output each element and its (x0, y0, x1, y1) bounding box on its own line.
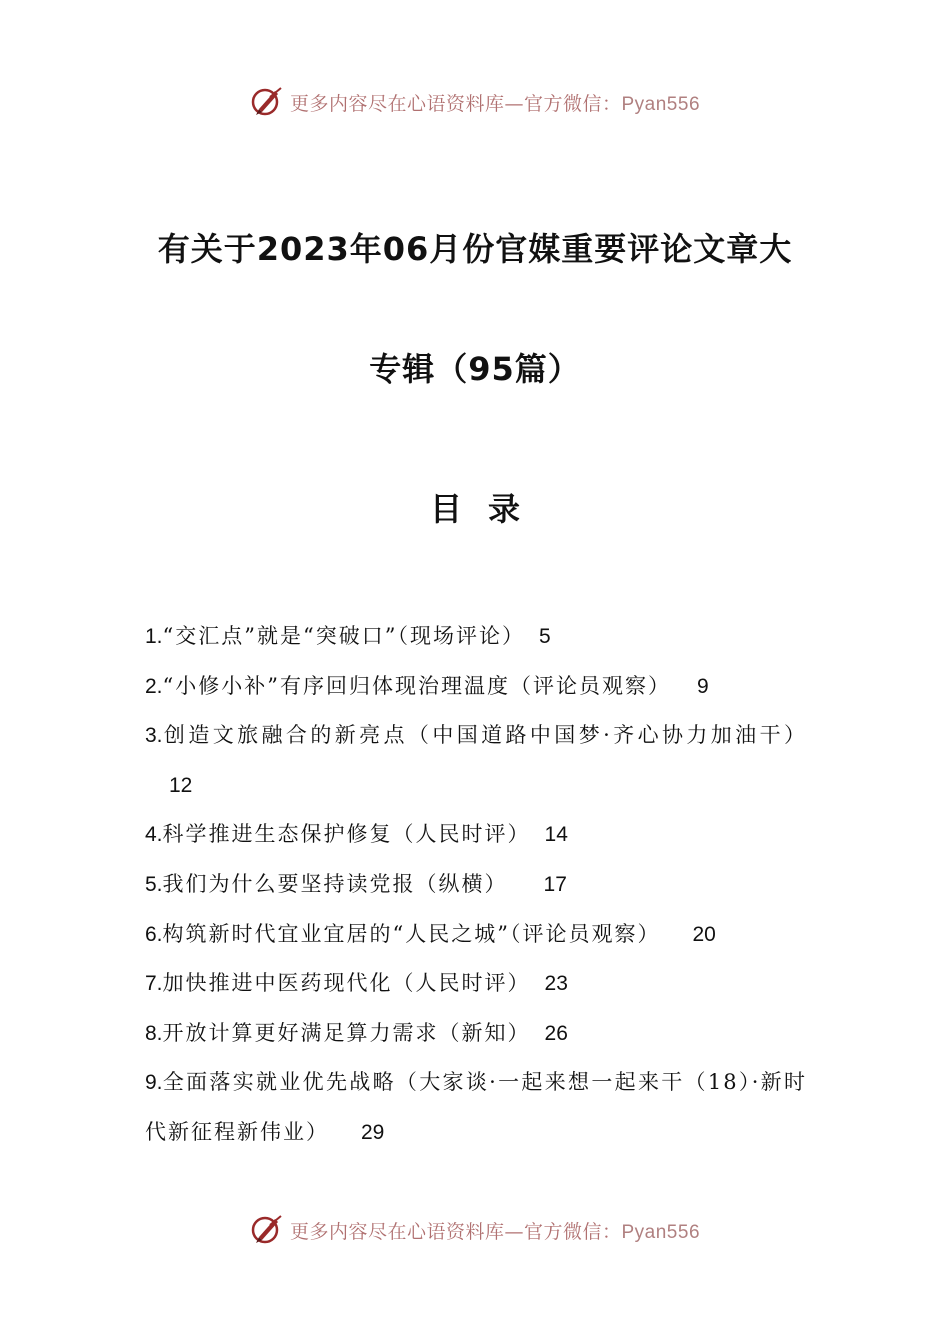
toc-entry-text: 科学推进生态保护修复（人民时评） (162, 822, 531, 847)
quill-pen-logo-icon (250, 85, 284, 119)
toc-entry-page: 14 (544, 823, 568, 847)
toc-entry-number: 8. (145, 1021, 163, 1045)
toc-entry-text: 全面落实就业优先战略（大家谈·一起来想一起来干（18）·新时代新征程新伟业） (145, 1070, 807, 1144)
toc-entry-number: 9. (145, 1071, 163, 1095)
toc-entry-number: 7. (145, 972, 163, 996)
header-watermark (0, 82, 950, 122)
toc-entry-8[interactable] (145, 1009, 807, 1059)
toc-entry-page: 20 (692, 922, 716, 946)
toc-entry-page: 26 (544, 1021, 568, 1045)
quill-pen-logo-icon (250, 1213, 284, 1247)
toc-entry-7[interactable] (145, 959, 807, 1009)
watermark-text: 更多内容尽在心语资料库—官方微信： (289, 1220, 622, 1243)
watermark-wechat-id: Pyan556 (621, 93, 701, 115)
footer-watermark (0, 1210, 950, 1250)
toc-entry-page: 17 (543, 872, 567, 896)
toc-entry-text: 创造文旅融合的新亮点（中国道路中国梦·齐心协力加油干） (162, 723, 807, 748)
toc-entry-text: “交汇点”就是“突破口”（现场评论） (162, 624, 525, 648)
toc-entry-text: 加快推进中医药现代化（人民时评） (162, 971, 531, 996)
document-title-line-1: 有关于2023年06月份官媒重要评论文章大 (157, 230, 793, 268)
toc-entry-1[interactable] (145, 612, 807, 662)
watermark-wechat-id: Pyan556 (621, 1221, 701, 1243)
toc-heading: 目录 (429, 490, 546, 528)
toc-entry-page: 5 (538, 625, 551, 648)
toc-entry-9[interactable] (145, 1058, 807, 1157)
toc-entry-2[interactable] (145, 662, 807, 712)
watermark-text: 更多内容尽在心语资料库—官方微信： (289, 92, 622, 115)
toc-entry-text: 我们为什么要坚持读党报（纵横） (162, 871, 508, 896)
toc-entry-number: 1. (145, 625, 163, 648)
toc-entry-text: “小修小补”有序回归体现治理温度（评论员观察） (162, 673, 671, 698)
toc-entry-text: 构筑新时代宜业宜居的“人民之城”（评论员观察） (162, 921, 661, 946)
toc-entry-text: 开放计算更好满足算力需求（新知） (162, 1020, 531, 1045)
toc-entry-page: 12 (169, 773, 193, 797)
toc-entry-page: 23 (544, 972, 568, 996)
document-title-line-2: 专辑（95篇） (369, 350, 581, 388)
toc-entry-4[interactable] (145, 810, 807, 860)
toc-entry-number: 4. (145, 823, 163, 847)
toc-entry-number: 5. (145, 872, 163, 896)
toc-entry-6[interactable] (145, 910, 807, 960)
toc-entry-number: 3. (145, 724, 163, 748)
toc-entry-number: 2. (145, 674, 163, 698)
toc-entry-5[interactable] (145, 860, 807, 910)
toc-entry-number: 6. (145, 922, 163, 946)
table-of-contents (145, 612, 807, 1158)
toc-entry-3[interactable] (145, 711, 807, 810)
toc-entry-page: 29 (361, 1120, 385, 1144)
toc-entry-page: 9 (697, 674, 709, 698)
